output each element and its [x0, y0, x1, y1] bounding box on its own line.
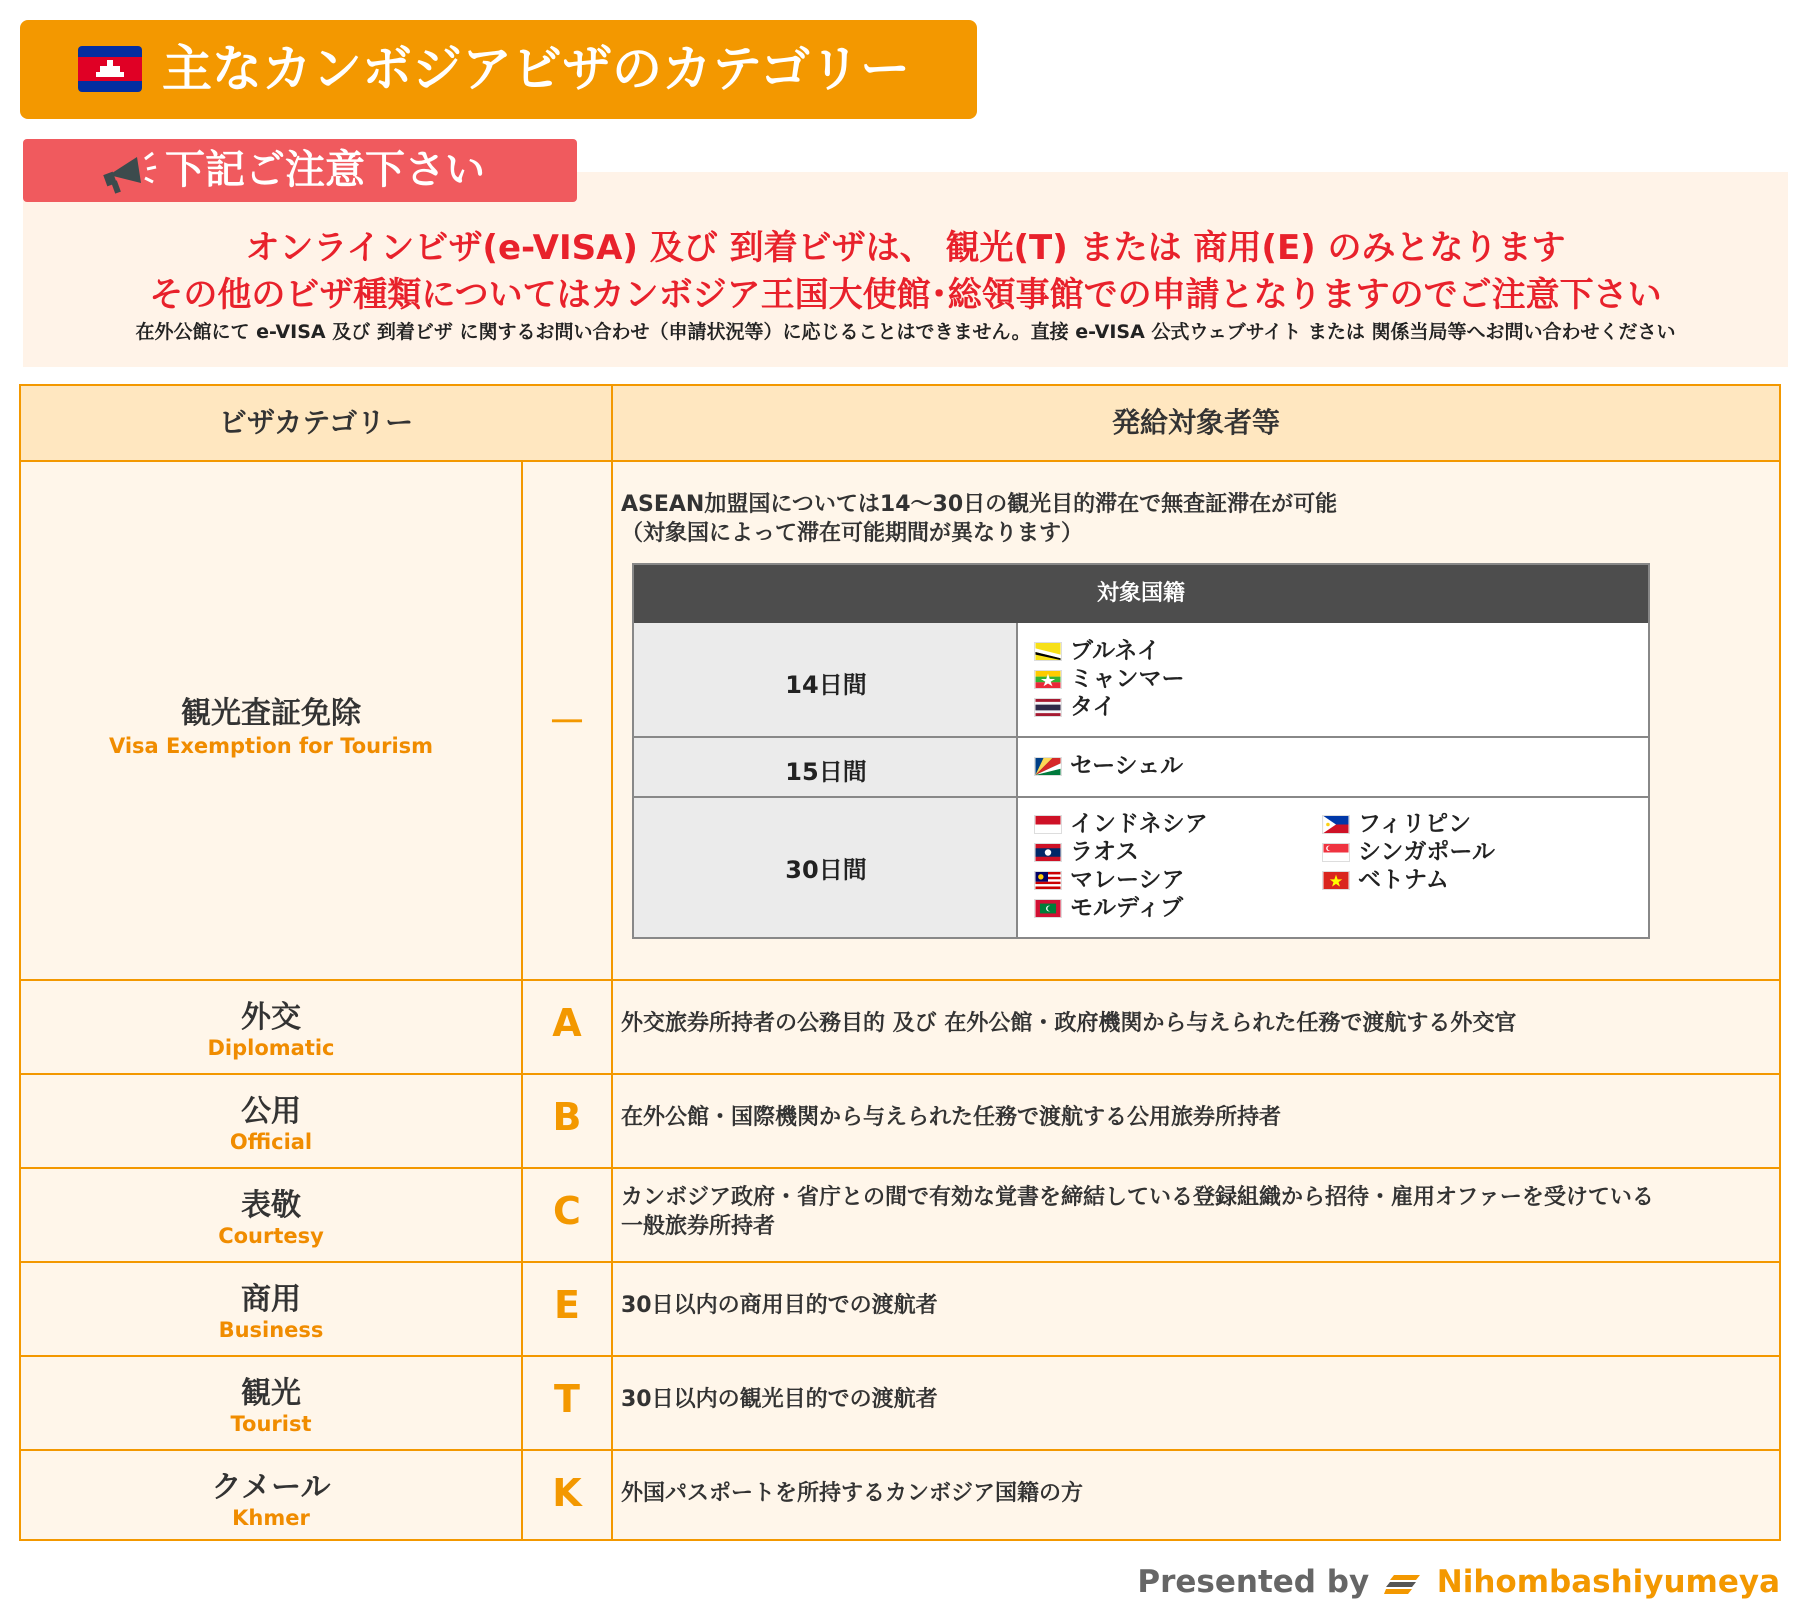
exemption-category — [21, 688, 521, 758]
category-name-en: Business — [218, 1318, 324, 1342]
category-code: A — [552, 1001, 582, 1045]
header-eligible: 発給対象者等 — [1111, 406, 1280, 439]
desc-line-1: カンボジア政府・省庁との間で有効な覚書を締結している登録組織から招待・雇用オファーを受けている — [621, 1185, 1654, 1210]
category-description — [621, 1009, 1516, 1038]
country-name: モルディブ — [1070, 895, 1184, 921]
category-name-en: Khmer — [232, 1506, 310, 1530]
country-item — [1034, 637, 1160, 665]
category-name-en: Diplomatic — [207, 1036, 335, 1060]
laos-flag-icon — [1034, 843, 1062, 862]
country-name: インドネシア — [1070, 811, 1208, 837]
category-code: K — [552, 1471, 582, 1515]
country-item — [1034, 894, 1183, 922]
category-description — [621, 1385, 938, 1414]
notice-tab — [23, 139, 577, 202]
category-code: C — [553, 1189, 581, 1233]
exemption-desc-line-1: ASEAN加盟国については14～30日の観光目的滞在で無査証滞在が可能 — [621, 492, 1338, 517]
category-name-en: Courtesy — [218, 1224, 324, 1248]
category-name-jp: 観光査証免除 — [181, 696, 361, 731]
divider — [21, 979, 1779, 981]
notice-line-3: 在外公館にて e-VISA 及び 到着ビザ に関するお問い合わせ（申請状況等）に応じることはできません。直接 e-VISA 公式ウェブサイト または 関係当局等へお問い合わせください — [135, 321, 1676, 343]
header-category: ビザカテゴリー — [218, 406, 414, 439]
country-item — [1322, 838, 1495, 866]
cambodia-flag-icon — [78, 46, 142, 92]
category-name-jp: 外交 — [241, 1000, 301, 1035]
divider — [21, 460, 1779, 462]
divider — [21, 1167, 1779, 1169]
category-name-jp: 公用 — [241, 1094, 301, 1129]
country-name: ラオス — [1070, 839, 1139, 865]
category-tourist — [21, 1368, 521, 1436]
country-name: タイ — [1070, 694, 1116, 720]
category-code: B — [552, 1095, 582, 1139]
days-30: 30日間 — [785, 856, 867, 884]
divider — [21, 1355, 1779, 1357]
header-eligible-cell — [613, 386, 1779, 460]
country-name: ブルネイ — [1070, 638, 1160, 664]
notice-tab-label: 下記ご注意下さい — [165, 147, 485, 193]
country-item — [1322, 810, 1471, 838]
desc-line-1: 外国パスポートを所持するカンボジア国籍の方 — [621, 1481, 1084, 1506]
country-name: フィリピン — [1358, 811, 1472, 837]
myanmar-flag-icon — [1034, 670, 1062, 689]
country-item — [1034, 665, 1185, 693]
days-15: 15日間 — [785, 758, 867, 786]
category-diplomatic — [21, 992, 521, 1060]
footer — [1137, 1562, 1780, 1602]
category-name-jp: 観光 — [241, 1376, 301, 1411]
singapore-flag-icon — [1322, 843, 1350, 862]
presented-by-label: Presented by — [1137, 1564, 1370, 1600]
header-category-cell — [21, 386, 611, 460]
country-item — [1322, 866, 1449, 894]
category-name-jp: クメール — [211, 1470, 331, 1505]
notice-line-2: その他のビザ種類についてはカンボジア王国大使館･総領事館での申請となりますのでご注意下さい — [149, 275, 1662, 315]
thailand-flag-icon — [1034, 698, 1062, 717]
desc-line-1: 在外公館・国際機関から与えられた任務で渡航する公用旅券所持者 — [621, 1105, 1282, 1130]
nationality-header: 対象国籍 — [634, 565, 1648, 623]
brunei-flag-icon — [1034, 642, 1062, 661]
visa-category-table — [19, 384, 1781, 1541]
brand-logo-icon — [1384, 1569, 1422, 1599]
category-name-en: Tourist — [230, 1412, 312, 1436]
brand-name: Nihombashiyumeya — [1436, 1564, 1780, 1600]
desc-line-2: 一般旅券所持者 — [621, 1214, 776, 1239]
category-official — [21, 1086, 521, 1154]
country-item — [1034, 838, 1139, 866]
malaysia-flag-icon — [1034, 871, 1062, 890]
country-name: シンガポール — [1358, 839, 1495, 865]
vietnam-flag-icon — [1322, 871, 1350, 890]
desc-line-1: 30日以内の商用目的での渡航者 — [621, 1293, 938, 1318]
category-name-en: Visa Exemption for Tourism — [108, 734, 434, 758]
category-description — [621, 1479, 1083, 1508]
title-bar — [20, 20, 977, 119]
country-item — [1034, 693, 1116, 721]
divider — [611, 386, 613, 1539]
category-code: E — [554, 1283, 580, 1327]
category-business — [21, 1274, 521, 1342]
category-khmer — [21, 1462, 521, 1530]
country-name: マレーシア — [1070, 867, 1185, 893]
country-item — [1034, 866, 1185, 894]
divider — [21, 1073, 1779, 1075]
country-name: ベトナム — [1358, 867, 1449, 893]
maldives-flag-icon — [1034, 899, 1062, 918]
country-name: セーシェル — [1070, 753, 1184, 779]
divider — [21, 1449, 1779, 1451]
divider — [634, 796, 1648, 798]
category-code: － — [547, 700, 586, 744]
exemption-description — [621, 490, 1337, 548]
philippines-flag-icon — [1322, 815, 1350, 834]
megaphone-icon — [101, 145, 157, 197]
country-item — [1034, 752, 1183, 780]
category-code: T — [554, 1377, 580, 1421]
category-description — [621, 1103, 1281, 1132]
category-courtesy — [21, 1180, 521, 1248]
category-name-jp: 表敬 — [241, 1188, 301, 1223]
page-title: 主なカンボジアビザのカテゴリー — [162, 40, 910, 98]
exemption-desc-line-2: （対象国によって滞在可能期間が異なります） — [621, 521, 1084, 546]
desc-line-1: 外交旅券所持者の公務目的 及び 在外公館・政府機関から与えられた任務で渡航する外交官 — [621, 1011, 1517, 1036]
days-14: 14日間 — [785, 671, 867, 699]
country-name: ミャンマー — [1070, 666, 1185, 692]
category-name-jp: 商用 — [241, 1282, 301, 1317]
indonesia-flag-icon — [1034, 815, 1062, 834]
notice-line-1: オンラインビザ(e-VISA) 及び 到着ビザは、 観光(T) または 商用(E) のみとなります — [245, 228, 1566, 268]
nationality-table — [632, 563, 1650, 939]
category-description — [621, 1291, 938, 1320]
category-name-en: Official — [229, 1130, 313, 1154]
category-description — [621, 1183, 1771, 1241]
desc-line-1: 30日以内の観光目的での渡航者 — [621, 1387, 938, 1412]
country-item — [1034, 810, 1208, 838]
divider — [634, 736, 1648, 738]
divider — [21, 1261, 1779, 1263]
seychelles-flag-icon — [1034, 757, 1062, 776]
